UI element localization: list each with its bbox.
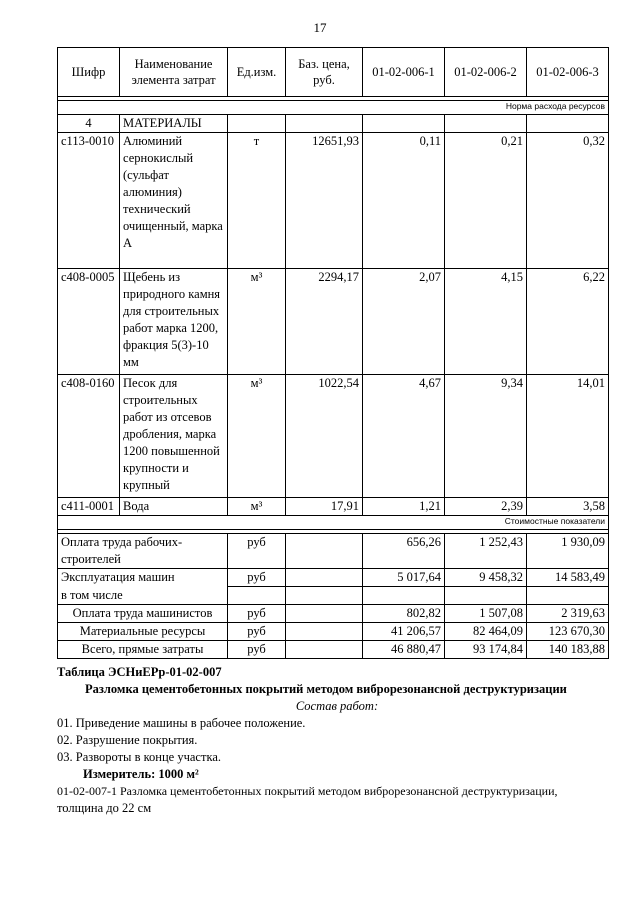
summary-v3: 140 183,88 <box>527 640 609 658</box>
item-price: 17,91 <box>286 498 363 516</box>
item-price: 2294,17 <box>286 269 363 375</box>
summary-name: Всего, прямые затраты <box>58 640 228 658</box>
summary-v1 <box>363 587 445 605</box>
summary-name: Оплата труда рабочих-строителей <box>58 534 228 569</box>
item-unit: м³ <box>228 269 286 375</box>
summary-row <box>58 534 609 569</box>
summary-name: Оплата труда машинистов <box>58 604 228 622</box>
summary-row <box>58 604 609 622</box>
work-item: 03. Развороты в конце участка. <box>57 750 221 764</box>
summary-row <box>58 622 609 640</box>
item-name: Алюминий сернокислый (сульфат алюминия) технический очищенный, марка А <box>120 133 228 269</box>
summary-v3: 14 583,49 <box>527 569 609 587</box>
summary-v2 <box>445 587 527 605</box>
summary-v1: 5 017,64 <box>363 569 445 587</box>
summary-v2: 1 252,43 <box>445 534 527 569</box>
item-unit: т <box>228 133 286 269</box>
header-col2: 01-02-006-2 <box>445 48 527 97</box>
summary-v1: 656,26 <box>363 534 445 569</box>
header-name: Наименование элемента затрат <box>120 48 228 97</box>
item-unit: м³ <box>228 375 286 498</box>
summary-v1: 46 880,47 <box>363 640 445 658</box>
summary-v3: 1 930,09 <box>527 534 609 569</box>
table-row <box>58 133 609 269</box>
summary-v2: 93 174,84 <box>445 640 527 658</box>
resource-table <box>57 47 609 659</box>
work-item: 01. Приведение машины в рабочее положение. <box>57 716 306 730</box>
summary-unit: руб <box>228 640 286 658</box>
item-code: с408-0005 <box>58 269 120 375</box>
table-row <box>58 498 609 516</box>
item-v2: 4,15 <box>445 269 527 375</box>
summary-row <box>58 569 609 587</box>
item-v3: 6,22 <box>527 269 609 375</box>
item-v3: 0,32 <box>527 133 609 269</box>
item-v1: 4,67 <box>363 375 445 498</box>
summary-v2: 82 464,09 <box>445 622 527 640</box>
item-v2: 9,34 <box>445 375 527 498</box>
summary-v3: 123 670,30 <box>527 622 609 640</box>
item-price: 12651,93 <box>286 133 363 269</box>
norma-label: Норма расхода ресурсов <box>58 101 609 115</box>
summary-row <box>58 640 609 658</box>
item-name: Щебень из природного камня для строительных работ марка 1200, фракция 5(3)-10 мм <box>120 269 228 375</box>
summary-name: Материальные ресурсы <box>58 622 228 640</box>
table-row <box>58 375 609 498</box>
item-code: с408-0160 <box>58 375 120 498</box>
summary-unit: руб <box>228 569 286 587</box>
cost-label: Стоимостные показатели <box>58 516 609 530</box>
summary-row <box>58 587 609 605</box>
header-price: Баз. цена, руб. <box>286 48 363 97</box>
section-row <box>58 115 609 133</box>
item-v1: 0,11 <box>363 133 445 269</box>
item-code: с113-0010 <box>58 133 120 269</box>
header-col1: 01-02-006-1 <box>363 48 445 97</box>
item-v1: 2,07 <box>363 269 445 375</box>
item-code: с411-0001 <box>58 498 120 516</box>
item-v1: 1,21 <box>363 498 445 516</box>
item-name: Вода <box>120 498 228 516</box>
section-title: МАТЕРИАЛЫ <box>120 115 228 133</box>
summary-unit: руб <box>228 534 286 569</box>
summary-v1: 41 206,57 <box>363 622 445 640</box>
measure-unit: Измеритель: 1000 м² <box>83 767 199 781</box>
work-item: 02. Разрушение покрытия. <box>57 733 198 747</box>
summary-v1: 802,82 <box>363 604 445 622</box>
norm-line: 01-02-007-1 Разломка цементобетонных покрытий методом виброрезонансной деструктуризации, <box>57 784 558 798</box>
item-price: 1022,54 <box>286 375 363 498</box>
next-section <box>57 664 617 817</box>
work-composition-label: Состав работ: <box>295 699 379 713</box>
summary-v3: 2 319,63 <box>527 604 609 622</box>
item-v2: 2,39 <box>445 498 527 516</box>
table-header-row <box>58 48 609 97</box>
summary-unit <box>228 587 286 605</box>
summary-name: Эксплуатация машин <box>58 569 228 587</box>
cost-label-row <box>58 516 609 530</box>
item-v2: 0,21 <box>445 133 527 269</box>
summary-v2: 1 507,08 <box>445 604 527 622</box>
section-number: 4 <box>58 115 120 133</box>
header-code: Шифр <box>58 48 120 97</box>
table-row <box>58 269 609 375</box>
summary-unit: руб <box>228 604 286 622</box>
page-number: 17 <box>313 20 327 35</box>
table-title: Таблица ЭСНиЕРр-01-02-007 <box>57 665 222 679</box>
summary-v2: 9 458,32 <box>445 569 527 587</box>
header-unit: Ед.изм. <box>228 48 286 97</box>
summary-unit: руб <box>228 622 286 640</box>
header-col3: 01-02-006-3 <box>527 48 609 97</box>
norma-row <box>58 101 609 115</box>
summary-v3 <box>527 587 609 605</box>
section-heading: Разломка цементобетонных покрытий методом виброрезонансной деструктуризации <box>85 682 567 696</box>
summary-name: в том числе <box>58 587 228 605</box>
item-v3: 14,01 <box>527 375 609 498</box>
item-name: Песок для строительных работ из отсевов дробления, марка 1200 повышенной крупности и крупный <box>120 375 228 498</box>
item-unit: м³ <box>228 498 286 516</box>
norm-line: толщина до 22 см <box>57 801 152 815</box>
item-v3: 3,58 <box>527 498 609 516</box>
